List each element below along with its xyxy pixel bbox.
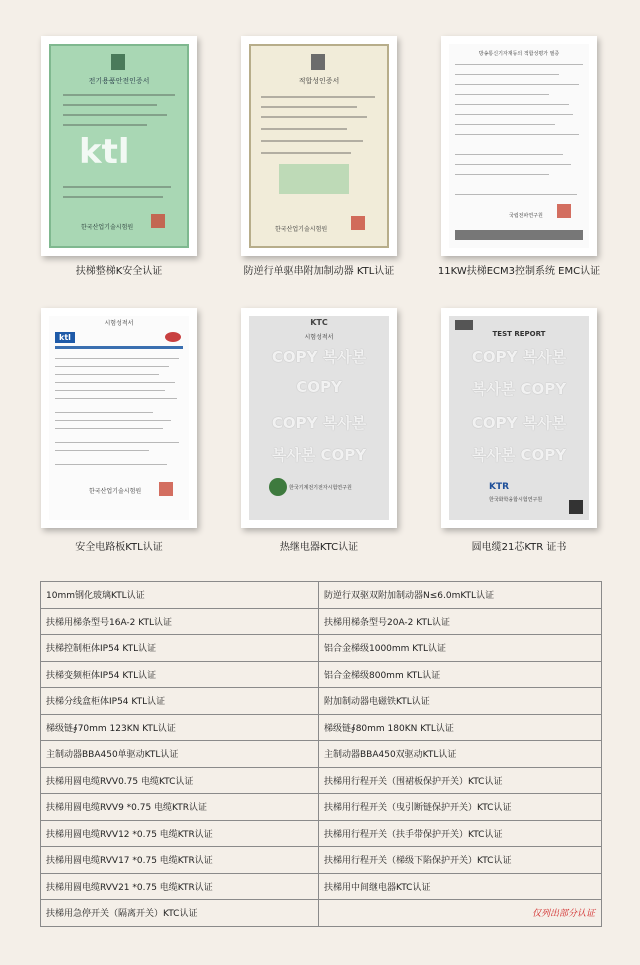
table-cell: 扶梯用行程开关（曳引断链保护开关）KTC认证 (319, 794, 602, 821)
table-row (41, 820, 602, 847)
table-row (41, 608, 602, 635)
certificate-title: TEST REPORT (492, 330, 546, 338)
table-cell: 扶梯控制柜体IP54 KTL认证 (41, 635, 319, 662)
copy-watermark: COPY 복사본 (471, 348, 567, 366)
certificate-image (241, 308, 397, 528)
ktl-logo: ktl (55, 332, 75, 343)
table-cell: 10mm钢化玻璃KTL认证 (41, 582, 319, 609)
table-cell: 铝合金梯级1000mm KTL认证 (319, 635, 602, 662)
certificate-title: 전기용품안전인증서 (88, 77, 150, 85)
copy-watermark: COPY 복사본 (271, 348, 367, 366)
table-cell: 防逆行双驱双附加制动器N≤6.0mKTL认证 (319, 582, 602, 609)
table-cell: 扶梯用圆电缆RVV17 *0.75 电缆KTR认证 (41, 847, 319, 874)
ktr-logo: KTR (489, 482, 510, 492)
seal-icon (159, 482, 173, 496)
table-row (41, 794, 602, 821)
table-cell: 扶梯用圆电缆RVV12 *0.75 电缆KTR认证 (41, 820, 319, 847)
ktc-logo: KTC (310, 318, 328, 327)
table-cell: 附加制动器电磁铁KTL认证 (319, 688, 602, 715)
seal-icon (557, 204, 571, 218)
table-row (41, 847, 602, 874)
partial-list-note: 仅列出部分认证 (319, 900, 602, 927)
certificate-footer: 한국산업기술시험원 (81, 224, 134, 231)
certificate-caption: 11KW扶梯ECM3控制系统 EMC认证 (437, 266, 601, 277)
certificate-image (441, 308, 597, 528)
certificate-title: 적합성인증서 (298, 77, 340, 85)
table-cell: 铝合金梯级800mm KTL认证 (319, 661, 602, 688)
table-row (41, 714, 602, 741)
table-cell: 扶梯用圆电缆RVV0.75 电缆KTC认证 (41, 767, 319, 794)
certificate-image (241, 36, 397, 256)
certificate-footer: 한국산업기술시험원 (275, 226, 328, 233)
table-cell: 扶梯用行程开关（梯级下陷保护开关）KTC认证 (319, 847, 602, 874)
certificate-title: 방송통신기자재등의 적합성평가 필증 (478, 51, 560, 57)
certificate-title: 시험성적서 (304, 334, 334, 341)
table-cell: 扶梯用行程开关（围裙板保护开关）KTC认证 (319, 767, 602, 794)
certificate-caption: 防逆行单驱串附加制动器 KTL认证 (243, 266, 395, 277)
table-row (41, 688, 602, 715)
table-cell: 扶梯用梯条型号16A-2 KTL认证 (41, 608, 319, 635)
table-cell: 梯级链∮70mm 123KN KTL认证 (41, 714, 319, 741)
copy-watermark: COPY 복사본 (471, 414, 567, 432)
copy-watermark: COPY 복사본 (271, 414, 367, 432)
table-cell: 扶梯用圆电缆RVV9 *0.75 电缆KTR认证 (41, 794, 319, 821)
seal-icon (151, 214, 165, 228)
copy-watermark: 복사본 COPY (471, 380, 567, 398)
table-cell: 梯级链∮80mm 180KN KTL认证 (319, 714, 602, 741)
table-row (41, 582, 602, 609)
table-cell: 主制动器BBA450双驱动KTL认证 (319, 741, 602, 768)
certificate-image (41, 36, 197, 256)
certificate-caption: 扶梯整梯K安全认证 (75, 266, 163, 277)
table-cell: 扶梯分线盒柜体IP54 KTL认证 (41, 688, 319, 715)
certificate-caption: 热继电器KTC认证 (279, 542, 359, 553)
copy-watermark: COPY (296, 378, 342, 396)
table-row (41, 635, 602, 662)
table-row (41, 873, 602, 900)
certification-table (40, 581, 602, 927)
certificate-footer: 한국산업기술시험원 (89, 488, 142, 495)
table-cell: 扶梯用急停开关（隔离开关）KTC认证 (41, 900, 319, 927)
copy-watermark: 복사본 COPY (271, 446, 367, 464)
ktl-watermark: ktl (79, 132, 130, 172)
table-row (41, 741, 602, 768)
table-row (41, 661, 602, 688)
certificate-caption: 圆电缆21芯KTR 证书 (471, 542, 567, 553)
certificate-title: 시험성적서 (104, 320, 134, 327)
certificate-caption: 安全电路板KTL认证 (75, 542, 163, 553)
table-cell: 扶梯变频柜体IP54 KTL认证 (41, 661, 319, 688)
table-row (41, 900, 602, 927)
table-cell: 主制动器BBA450单驱动KTL认证 (41, 741, 319, 768)
certificate-footer: 국립전파연구원 (509, 213, 543, 219)
certificate-footer: 한국기계전기전자시험연구원 (289, 485, 352, 491)
certificate-image (441, 36, 597, 256)
table-cell: 扶梯用圆电缆RVV21 *0.75 电缆KTR认证 (41, 873, 319, 900)
copy-watermark: 복사본 COPY (471, 446, 567, 464)
certificate-footer: 한국화학융합시험연구원 (489, 497, 543, 503)
table-cell: 扶梯用中间继电器KTC认证 (319, 873, 602, 900)
seal-icon (351, 216, 365, 230)
certificate-image (41, 308, 197, 528)
table-row (41, 767, 602, 794)
table-cell: 扶梯用行程开关（扶手带保护开关）KTC认证 (319, 820, 602, 847)
table-cell: 扶梯用梯条型号20A-2 KTL认证 (319, 608, 602, 635)
